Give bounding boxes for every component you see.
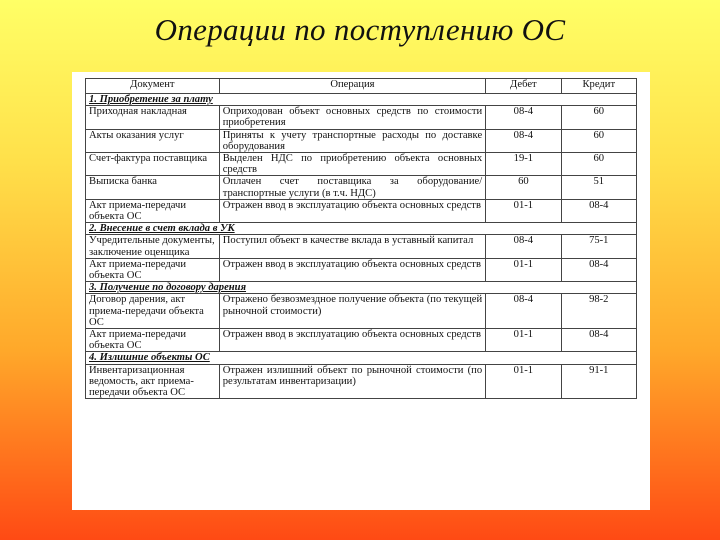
cell-operation: Приняты к учету транспортные расходы по доставке оборудования	[219, 129, 485, 152]
header-debit: Дебет	[486, 79, 561, 94]
cell-operation: Отражено безвозмездное получение объекта (по текущей рыночной стоимости)	[219, 294, 485, 329]
table-row	[86, 199, 637, 222]
table-row	[86, 153, 637, 176]
cell-debit: 08-4	[486, 129, 561, 152]
table-row	[86, 258, 637, 281]
cell-operation: Выделен НДС по приобретению объекта основных средств	[219, 153, 485, 176]
section-title: 2. Внесение в счет вклада в УК	[86, 223, 637, 235]
cell-debit: 08-4	[486, 235, 561, 258]
cell-credit: 08-4	[561, 329, 636, 352]
cell-document: Акт приема-передачи объекта ОС	[86, 329, 220, 352]
cell-credit: 60	[561, 106, 636, 129]
cell-operation: Поступил объект в качестве вклада в уставный капитал	[219, 235, 485, 258]
table-row	[86, 106, 637, 129]
cell-document: Акт приема-передачи объекта ОС	[86, 258, 220, 281]
header-document: Документ	[86, 79, 220, 94]
slide-title: Операции по поступлению ОС	[154, 12, 566, 47]
cell-operation: Оприходован объект основных средств по стоимости приобретения	[219, 106, 485, 129]
cell-document: Приходная накладная	[86, 106, 220, 129]
cell-debit: 01-1	[486, 258, 561, 281]
cell-document: Инвентаризационная ведомость, акт приема-передачи объекта ОС	[86, 364, 220, 399]
table-row	[86, 294, 637, 329]
cell-operation: Отражен ввод в эксплуатацию объекта основных средств	[219, 199, 485, 222]
header-credit: Кредит	[561, 79, 636, 94]
table-row	[86, 235, 637, 258]
cell-credit: 60	[561, 129, 636, 152]
table-body	[86, 94, 637, 399]
cell-document: Договор дарения, акт приема-передачи объекта ОС	[86, 294, 220, 329]
operations-table	[85, 78, 637, 399]
cell-debit: 01-1	[486, 329, 561, 352]
cell-debit: 08-4	[486, 294, 561, 329]
cell-credit: 08-4	[561, 258, 636, 281]
cell-credit: 51	[561, 176, 636, 199]
cell-debit: 08-4	[486, 106, 561, 129]
cell-debit: 19-1	[486, 153, 561, 176]
header-operation: Операция	[219, 79, 485, 94]
cell-operation: Оплачен счет поставщика за оборудование/транспортные услуги (в т.ч. НДС)	[219, 176, 485, 199]
cell-document: Счет-фактура поставщика	[86, 153, 220, 176]
cell-credit: 91-1	[561, 364, 636, 399]
cell-operation: Отражен излишний объект по рыночной стоимости (по результатам инвентаризации)	[219, 364, 485, 399]
section-title: 3. Получение по договору дарения	[86, 282, 637, 294]
cell-operation: Отражен ввод в эксплуатацию объекта основных средств	[219, 258, 485, 281]
table-row	[86, 329, 637, 352]
section-row	[86, 282, 637, 294]
cell-credit: 75-1	[561, 235, 636, 258]
cell-debit: 01-1	[486, 364, 561, 399]
section-row	[86, 223, 637, 235]
table-row	[86, 129, 637, 152]
cell-credit: 08-4	[561, 199, 636, 222]
cell-operation: Отражен ввод в эксплуатацию объекта основных средств	[219, 329, 485, 352]
table-row	[86, 176, 637, 199]
table-container	[72, 72, 650, 510]
table-header-row	[86, 79, 637, 94]
cell-document: Учредительные документы, заключение оценщика	[86, 235, 220, 258]
cell-document: Акты оказания услуг	[86, 129, 220, 152]
section-title: 4. Излишние объекты ОС	[86, 352, 637, 364]
cell-debit: 60	[486, 176, 561, 199]
cell-document: Акт приема-передачи объекта ОС	[86, 199, 220, 222]
cell-debit: 01-1	[486, 199, 561, 222]
section-row	[86, 94, 637, 106]
section-row	[86, 352, 637, 364]
section-title: 1. Приобретение за плату	[86, 94, 637, 106]
cell-document: Выписка банка	[86, 176, 220, 199]
cell-credit: 98-2	[561, 294, 636, 329]
cell-credit: 60	[561, 153, 636, 176]
table-row	[86, 364, 637, 399]
